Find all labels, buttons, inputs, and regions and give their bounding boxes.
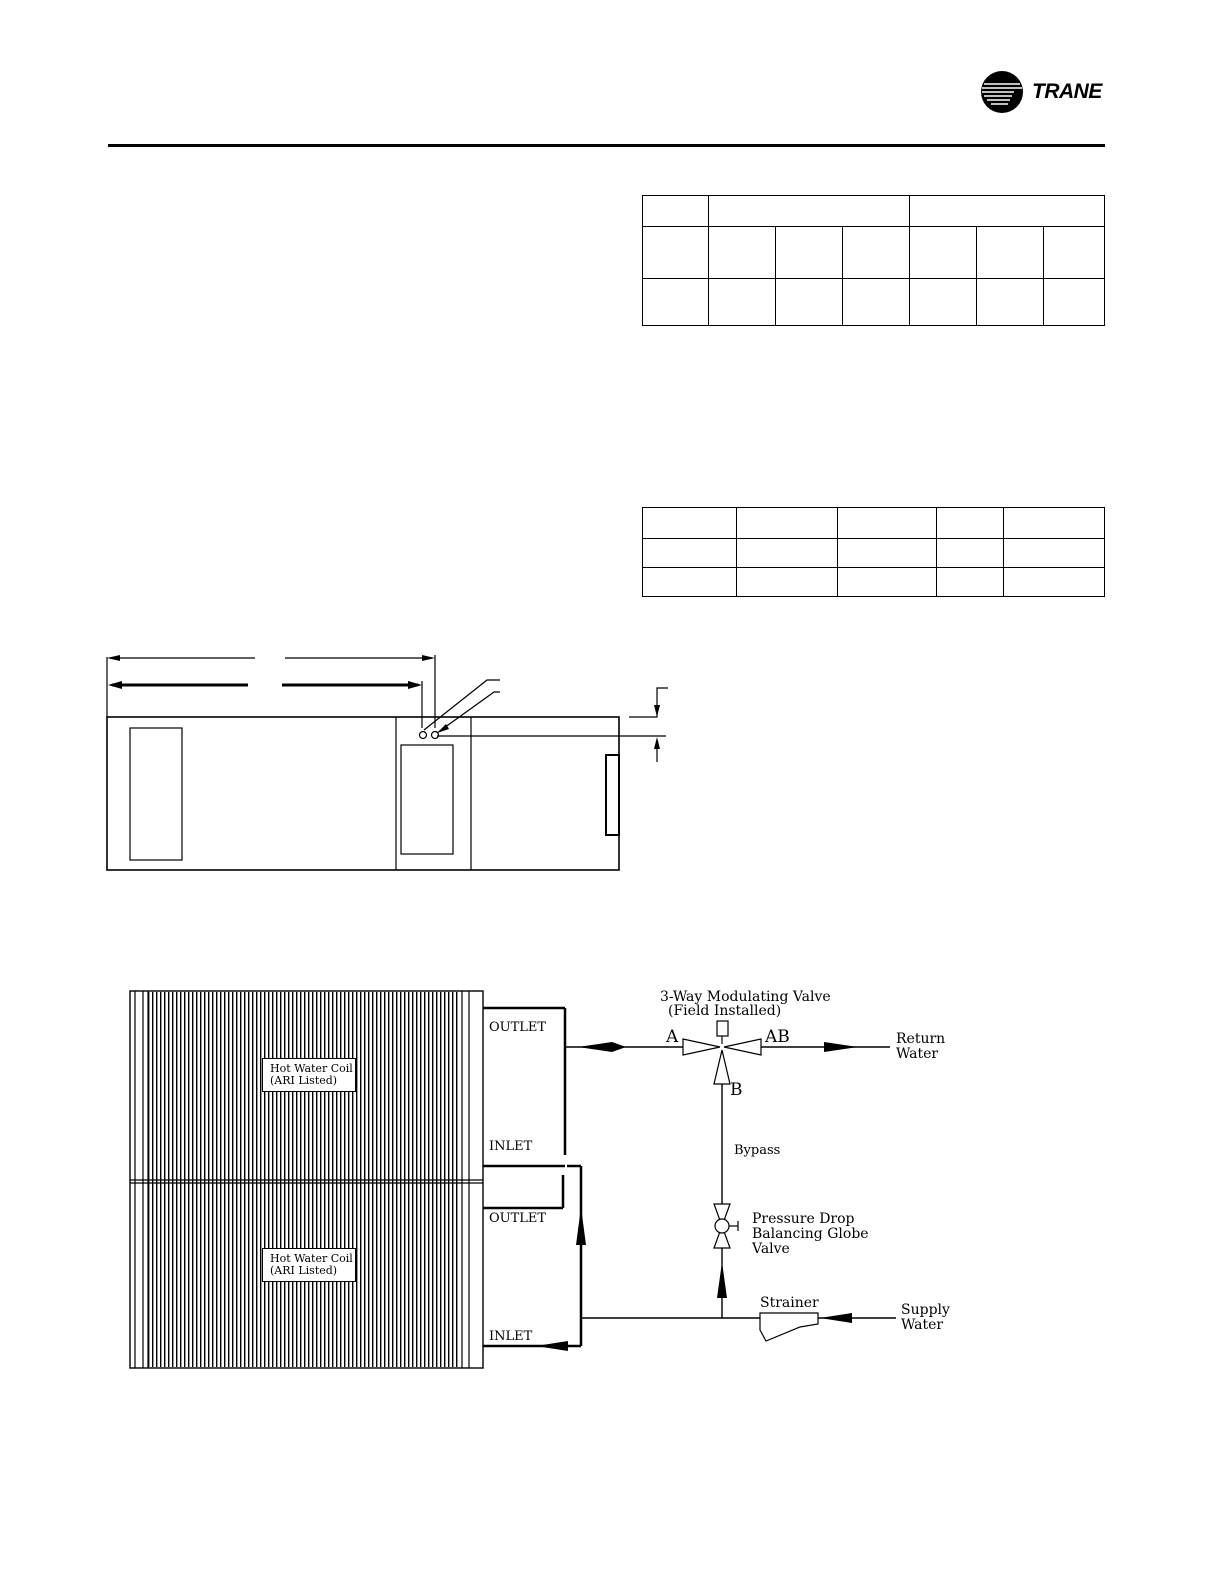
bypass-label: Bypass xyxy=(734,1143,781,1158)
return-water-label: Return Water xyxy=(896,1031,946,1062)
port-ab-label: AB xyxy=(765,1027,790,1047)
upper-outlet-label: OUTLET xyxy=(489,1020,547,1035)
supply-water-label: Supply Water xyxy=(901,1302,950,1333)
port-a-label: A xyxy=(666,1027,679,1047)
lower-coil-label: Hot Water Coil (ARI Listed) xyxy=(262,1248,356,1282)
brand-wordmark: TRANE xyxy=(1032,80,1102,103)
valve-title: 3-Way Modulating Valve xyxy=(660,989,831,1005)
valve-note: (Field Installed) xyxy=(668,1003,782,1019)
upper-coil-label: Hot Water Coil (ARI Listed) xyxy=(262,1058,356,1092)
port-b-label: B xyxy=(730,1080,743,1100)
upper-inlet-label: INLET xyxy=(489,1139,533,1154)
lower-inlet-label: INLET xyxy=(489,1329,533,1344)
lower-outlet-label: OUTLET xyxy=(489,1211,547,1226)
strainer-label: Strainer xyxy=(760,1295,819,1311)
balancing-valve-label: Pressure Drop Balancing Globe Valve xyxy=(752,1211,869,1257)
